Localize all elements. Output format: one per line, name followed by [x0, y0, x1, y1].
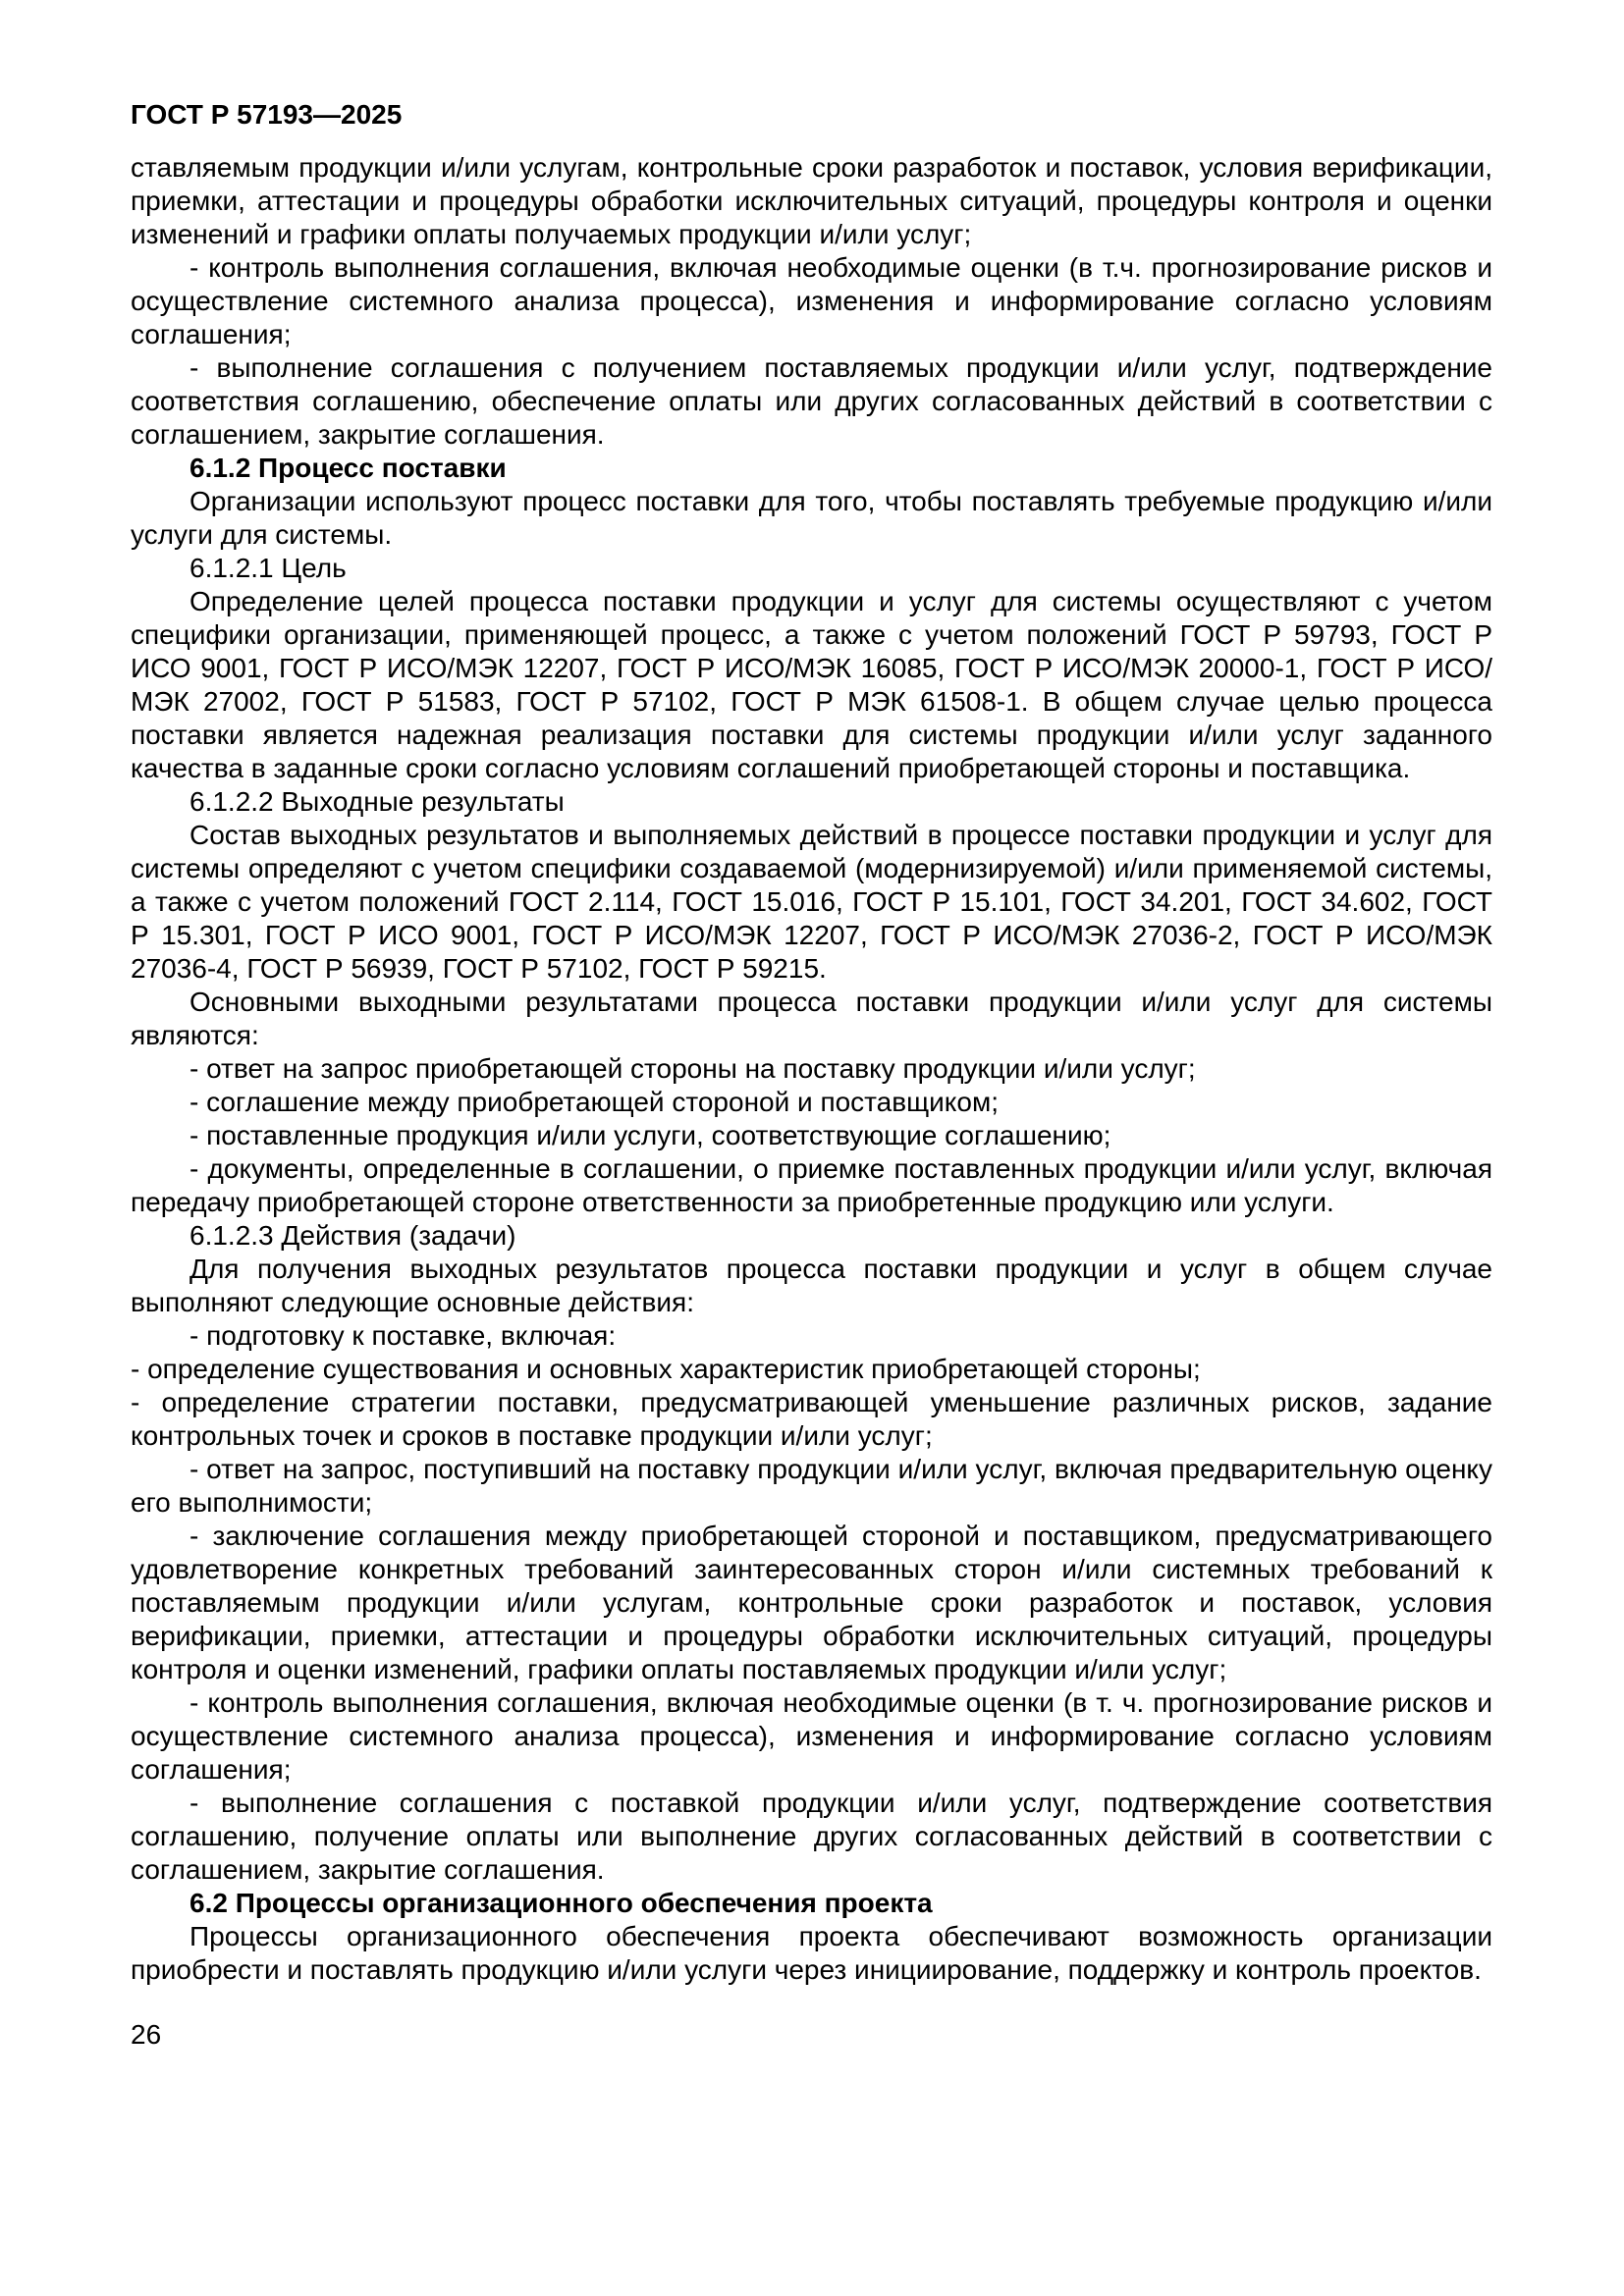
paragraph: Состав выходных результатов и выполняемых действий в процессе поставки продукции и услуг для системы определяют с учетом специфики создаваемой (модернизируемой) и/или применяемой системы, а также с учетом положений ГОСТ 2.114, ГОСТ 15.016, ГОСТ Р 15.101, ГОСТ 34.201, ГОСТ 34.602, ГОСТ Р 15.301, ГОСТ Р ИСО 9001, ГОСТ Р ИСО/МЭК 12207, ГОСТ Р ИСО/МЭК 27036-2, ГОСТ Р ИСО/МЭК 27036-4, ГОСТ Р 56939, ГОСТ Р 57102, ГОСТ Р 59215. [131, 820, 1492, 984]
document-code: ГОСТ Р 57193—2025 [131, 99, 403, 130]
document-body [131, 151, 1492, 1987]
sub-list-item: - определение существования и основных характеристик приобретающей стороны; [131, 1354, 1201, 1384]
list-item: - ответ на запрос, поступивший на поставку продукции и/или услуг, включая предварительную оценку его выполнимости; [131, 1454, 1492, 1518]
paragraph: Основными выходными результатами процесса поставки продукции и/или услуг для системы являются: [131, 987, 1492, 1050]
list-item: - заключение соглашения между приобретающей стороной и поставщиком, предусматривающего удовлетворение конкретных требований заинтересованных сторон и/или системных требований к поставляемым продукции и/или услугам, контрольные сроки разработок и поставок, условия верификации, приемки, аттестации и процедуры обработки исключительных ситуаций, процедуры контроля и оценки изменений, графики оплаты поставляемых продукции и/или услуг; [131, 1521, 1492, 1684]
list-item: - поставленные продукция и/или услуги, соответствующие соглашению; [189, 1120, 1111, 1150]
list-item: - соглашение между приобретающей стороной и поставщиком; [189, 1087, 999, 1117]
sub-list-item: - определение стратегии поставки, предусматривающей уменьшение различных рисков, задание контрольных точек и сроков в поставке продукции и/или услуг; [131, 1387, 1492, 1451]
paragraph: Процессы организационного обеспечения проекта обеспечивают возможность организации приобрести и поставлять продукцию и/или услуги через инициирование, поддержку и контроль проектов. [131, 1921, 1492, 1985]
list-item: - контроль выполнения соглашения, включая необходимые оценки (в т. ч. прогнозирование рисков и осуществление системного анализа процесса), изменения и информирование согласно условиям соглашения; [131, 1687, 1492, 1785]
paragraph: Организации используют процесс поставки для того, чтобы поставлять требуемые продукцию и/или услуги для системы. [131, 486, 1492, 550]
heading-6-1-2-2: 6.1.2.2 Выходные результаты [189, 786, 565, 817]
list-item: - подготовку к поставке, включая: [189, 1320, 617, 1351]
list-item: - ответ на запрос приобретающей стороны на поставку продукции и/или услуг; [189, 1053, 1196, 1084]
heading-6-2: 6.2 Процессы организационного обеспечения проекта [189, 1888, 933, 1918]
heading-6-1-2: 6.1.2 Процесс поставки [189, 453, 507, 483]
heading-6-1-2-1: 6.1.2.1 Цель [189, 553, 347, 583]
paragraph: Определение целей процесса поставки продукции и услуг для системы осуществляют с учетом специфики организации, применяющей процесс, а также с учетом положений ГОСТ Р 59793, ГОСТ Р ИСО 9001, ГОСТ Р ИСО/МЭК 12207, ГОСТ Р ИСО/МЭК 16085, ГОСТ Р ИСО/МЭК 20000-1, ГОСТ Р ИСО/МЭК 27002, ГОСТ Р 51583, ГОСТ Р 57102, ГОСТ Р МЭК 61508-1. В общем случае целью процесса поставки является надежная реализация поставки для системы продукции и/или услуг заданного качества в заданные сроки согласно условиям соглашений приобретающей стороны и поставщика. [131, 586, 1492, 783]
list-item: - выполнение соглашения с поставкой продукции и/или услуг, подтверждение соответствия соглашению, получение оплаты или выполнение других согласованных действий в соответствии с соглашением, закрытие соглашения. [131, 1788, 1492, 1885]
paragraph-continuation: ставляемым продукции и/или услугам, контрольные сроки разработок и поставок, условия верификации, приемки, аттестации и процедуры обработки исключительных ситуаций, процедуры контроля и оценки изменений и графики оплаты получаемых продукции и/или услуг; [131, 152, 1492, 249]
heading-6-1-2-3: 6.1.2.3 Действия (задачи) [189, 1220, 516, 1251]
paragraph: Для получения выходных результатов процесса поставки продукции и услуг в общем случае выполняют следующие основные действия: [131, 1254, 1492, 1317]
list-item: - документы, определенные в соглашении, о приемке поставленных продукции и/или услуг, включая передачу приобретающей стороне ответственности за приобретенные продукцию или услуги. [131, 1153, 1492, 1217]
list-item: - выполнение соглашения с получением поставляемых продукции и/или услуг, подтверждение соответствия соглашению, обеспечение оплаты или других согласованных действий в соответствии с соглашением, закрытие соглашения. [131, 352, 1492, 450]
list-item: - контроль выполнения соглашения, включая необходимые оценки (в т.ч. прогнозирование рисков и осуществление системного анализа процесса), изменения и информирование согласно условиям соглашения; [131, 252, 1492, 349]
page-number: 26 [131, 2019, 162, 2050]
